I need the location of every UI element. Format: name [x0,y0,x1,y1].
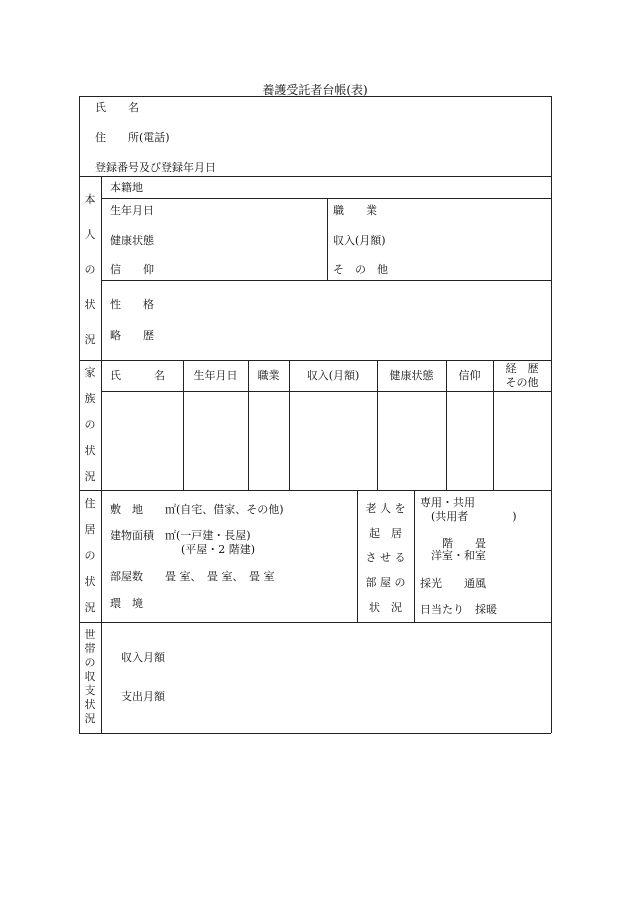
family-col-income: 収入(月額) [306,369,360,382]
occupation-label: 職 業 [333,204,377,217]
history-label: 略 歴 [110,329,154,342]
family-col-name: 氏 名 [110,369,165,382]
floor-area-label: 建物面積 ㎡(一戸建・長屋) [110,529,251,542]
cousers-label: (共用者 ) [431,510,517,523]
household-income-label: 収入月額 [121,651,165,664]
family-col-history: 経 歴 [505,362,539,375]
family-col-health: 健康状態 [389,369,434,382]
site-label: 敷 地 ㎡(自宅、借家、その他) [110,503,284,516]
religion-label: 信 仰 [110,263,154,276]
character-label: 性 格 [110,298,154,311]
light-label: 採光 通風 [420,577,486,590]
rooms-label: 部屋数 畳 室、 畳 室、 畳 室 [110,570,275,583]
name-label: 氏 名 [95,101,139,114]
domicile-label: 本籍地 [110,181,143,194]
family-col-other: その他 [505,376,539,389]
family-col-occupation: 職業 [257,369,280,382]
family-col-birthdate: 生年月日 [193,369,238,382]
floor-type-label: (平屋・2 階建) [181,543,256,556]
page-title: 養護受託者台帳(表) [262,83,368,97]
sun-label: 日当たり 採暖 [420,603,497,616]
health-label: 健康状態 [110,234,154,247]
income-label: 収入(月額) [333,234,386,247]
tatami-label: 階 畳 [442,537,486,550]
address-label: 住 所(電話) [95,131,170,144]
registration-label: 登録番号及び登録年月日 [95,161,216,174]
family-col-religion: 信仰 [458,369,481,382]
shared-label: 専用・共用 [420,496,475,509]
other-label: そ の 他 [333,263,388,276]
birthdate-label: 生年月日 [110,204,154,217]
room-style-label: 洋室・和室 [431,549,486,562]
household-expense-label: 支出月額 [121,690,165,703]
environment-label: 環 境 [110,597,143,610]
